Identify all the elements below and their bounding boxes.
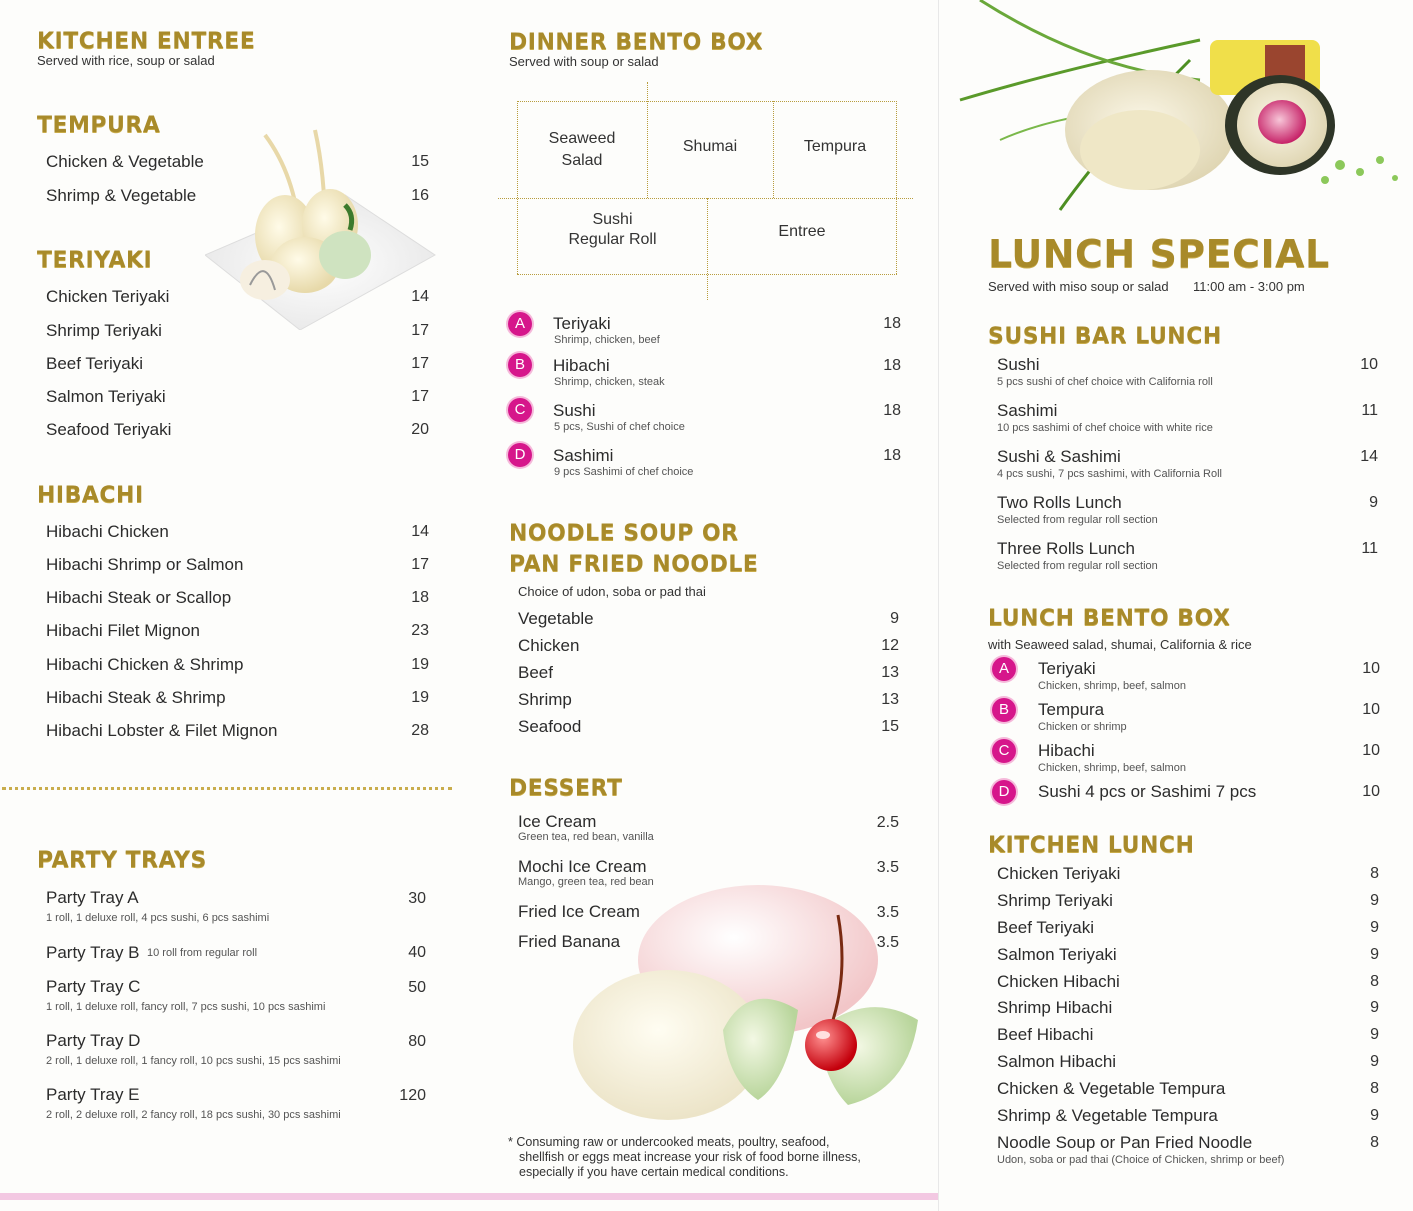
lunch-special-hours: 11:00 am - 3:00 pm [1193, 279, 1305, 294]
option-badge: B [508, 353, 532, 377]
bento-grid-line [707, 198, 708, 300]
hibachi-item: Hibachi Lobster & Filet Mignon [46, 721, 278, 740]
lunch-bento-price: 10 [1362, 660, 1380, 677]
dinner-bento-desc: Shrimp, chicken, beef [554, 334, 660, 346]
hibachi-price: 14 [411, 523, 429, 540]
kitchen-lunch-price: 8 [1370, 865, 1379, 882]
party-tray-price: 50 [408, 979, 426, 996]
hibachi-item: Hibachi Shrimp or Salmon [46, 555, 244, 574]
dinner-bento-title: DINNER BENTO BOX [509, 30, 764, 55]
kitchen-lunch-price: 9 [1370, 999, 1379, 1016]
dessert-item: Fried Ice Cream [518, 902, 640, 921]
teriyaki-item: Salmon Teriyaki [46, 387, 166, 406]
dessert-price: 2.5 [876, 814, 899, 831]
dinner-bento-desc: Shrimp, chicken, steak [554, 376, 665, 388]
sushi-bar-desc: Selected from regular roll section [997, 514, 1158, 526]
hibachi-price: 19 [411, 689, 429, 706]
kitchen-lunch-item: Shrimp & Vegetable Tempura [997, 1106, 1218, 1125]
noodle-item: Vegetable [518, 609, 594, 628]
noodle-price: 13 [881, 691, 899, 708]
dinner-bento-item: Hibachi [553, 356, 610, 375]
option-badge: B [992, 698, 1016, 722]
kitchen-lunch-price: 9 [1370, 892, 1379, 909]
option-badge: C [508, 398, 532, 422]
noodle-title-line1: NOODLE SOUP OR [509, 521, 739, 546]
kitchen-lunch-item: Shrimp Hibachi [997, 998, 1113, 1017]
kitchen-lunch-desc: Udon, soba or pad thai (Choice of Chicken, shrimp or beef) [997, 1154, 1285, 1166]
lunch-bento-desc: Chicken, shrimp, beef, salmon [1038, 762, 1186, 774]
option-badge: A [992, 657, 1016, 681]
tempura-title: TEMPURA [37, 113, 161, 138]
teriyaki-price: 17 [411, 388, 429, 405]
party-tray-desc: 10 roll from regular roll [147, 947, 258, 959]
dinner-bento-desc: 9 pcs Sashimi of chef choice [554, 466, 694, 478]
tempura-item: Chicken & Vegetable [46, 152, 204, 171]
kitchen-lunch-price: 9 [1370, 1107, 1379, 1124]
party-trays-title: PARTY TRAYS [37, 848, 207, 873]
kitchen-entree-subtitle: Served with rice, soup or salad [37, 53, 215, 68]
kitchen-lunch-item: Beef Teriyaki [997, 918, 1095, 937]
tempura-price: 15 [411, 153, 429, 170]
section-divider [2, 787, 452, 790]
kitchen-lunch-price: 8 [1370, 1134, 1379, 1151]
bento-grid-line [498, 198, 913, 199]
party-tray-price: 80 [408, 1033, 426, 1050]
sushi-bar-item: Sushi & Sashimi [997, 447, 1121, 466]
noodle-price: 15 [881, 718, 899, 735]
hibachi-price: 18 [411, 589, 429, 606]
dinner-bento-item: Teriyaki [553, 314, 611, 333]
teriyaki-item: Seafood Teriyaki [46, 420, 172, 439]
kitchen-lunch-price: 9 [1370, 919, 1379, 936]
kitchen-lunch-price: 8 [1370, 1080, 1379, 1097]
sushi-bar-price: 10 [1360, 356, 1378, 373]
party-tray-desc: 2 roll, 2 deluxe roll, 2 fancy roll, 18 pcs sushi, 30 pcs sashimi [46, 1109, 341, 1121]
hibachi-price: 23 [411, 622, 429, 639]
kitchen-lunch-title: KITCHEN LUNCH [988, 833, 1195, 858]
party-tray-item: Party Tray D [46, 1031, 141, 1050]
sushi-bar-item: Two Rolls Lunch [997, 493, 1122, 512]
dessert-price: 3.5 [876, 934, 899, 951]
option-badge: C [992, 739, 1016, 763]
dinner-bento-item: Sashimi [553, 446, 614, 465]
tempura-price: 16 [411, 187, 429, 204]
lunch-bento-desc: Chicken, shrimp, beef, salmon [1038, 680, 1186, 692]
option-badge: A [508, 312, 532, 336]
sushi-bar-lunch-title: SUSHI BAR LUNCH [988, 324, 1222, 349]
dessert-item: Fried Banana [518, 932, 621, 951]
kitchen-lunch-price: 9 [1370, 946, 1379, 963]
bento-cell-shumai: Shumai [682, 138, 738, 155]
kitchen-lunch-item: Beef Hibachi [997, 1025, 1094, 1044]
lunch-special-title: LUNCH SPECIAL [988, 232, 1330, 276]
disclaimer-line: shellfish or eggs meat increase your risk of food borne illness, [519, 1150, 861, 1164]
kitchen-lunch-item: Noodle Soup or Pan Fried Noodle [997, 1133, 1253, 1152]
dinner-bento-desc: 5 pcs, Sushi of chef choice [554, 421, 685, 433]
noodle-price: 9 [890, 610, 899, 627]
sushi-bar-desc: 4 pcs sushi, 7 pcs sashimi, with California Roll [997, 468, 1222, 480]
bento-cell-tempura: Tempura [803, 138, 867, 155]
party-tray-price: 120 [399, 1087, 426, 1104]
noodle-price: 12 [881, 637, 899, 654]
noodle-item: Seafood [518, 717, 582, 736]
kitchen-lunch-item: Salmon Hibachi [997, 1052, 1117, 1071]
sushi-bar-item: Sashimi [997, 401, 1058, 420]
sushi-bar-price: 14 [1360, 448, 1378, 465]
kitchen-lunch-item: Salmon Teriyaki [997, 945, 1117, 964]
teriyaki-price: 20 [411, 421, 429, 438]
kitchen-lunch-item: Chicken Hibachi [997, 972, 1120, 991]
kitchen-lunch-item: Chicken & Vegetable Tempura [997, 1079, 1226, 1098]
lunch-bento-title: LUNCH BENTO BOX [988, 606, 1231, 631]
hibachi-price: 19 [411, 656, 429, 673]
teriyaki-price: 17 [411, 322, 429, 339]
party-tray-price: 40 [408, 944, 426, 961]
dessert-price: 3.5 [876, 859, 899, 876]
bento-cell-sushi-roll: Sushi Regular Roll [568, 211, 657, 248]
sushi-bar-item: Three Rolls Lunch [997, 539, 1135, 558]
noodle-item: Shrimp [518, 690, 572, 709]
lunch-bento-desc: Chicken or shrimp [1038, 721, 1127, 733]
bento-cell-seaweed: Seaweed Salad [548, 130, 616, 169]
noodle-subtitle: Choice of udon, soba or pad thai [518, 584, 706, 599]
hibachi-item: Hibachi Steak & Shrimp [46, 688, 226, 707]
lunch-bento-item: Hibachi [1038, 741, 1095, 760]
dessert-title: DESSERT [509, 776, 623, 801]
sushi-bar-price: 11 [1361, 402, 1378, 419]
dinner-bento-price: 18 [883, 447, 901, 464]
sushi-bar-price: 11 [1361, 540, 1378, 557]
disclaimer-line: especially if you have certain medical conditions. [519, 1165, 789, 1179]
dessert-item: Mochi Ice Cream [518, 857, 647, 876]
kitchen-lunch-item: Shrimp Teriyaki [997, 891, 1113, 910]
dinner-bento-item: Sushi [553, 401, 596, 420]
party-tray-item: Party Tray E [46, 1085, 140, 1104]
bento-grid-line [896, 101, 897, 274]
teriyaki-item: Shrimp Teriyaki [46, 321, 162, 340]
party-tray-desc: 2 roll, 1 deluxe roll, 1 fancy roll, 10 pcs sushi, 15 pcs sashimi [46, 1055, 341, 1067]
pink-bottom-band [0, 1193, 938, 1200]
sushi-bar-desc: 10 pcs sashimi of chef choice with white rice [997, 422, 1213, 434]
party-tray-price: 30 [408, 890, 426, 907]
lunch-special-subtitle: Served with miso soup or salad [988, 279, 1169, 294]
party-tray-item: Party Tray A [46, 888, 139, 907]
noodle-price: 13 [881, 664, 899, 681]
hibachi-item: Hibachi Steak or Scallop [46, 588, 232, 607]
option-badge: D [508, 443, 532, 467]
dessert-price: 3.5 [876, 904, 899, 921]
hibachi-item: Hibachi Filet Mignon [46, 621, 201, 640]
hibachi-title: HIBACHI [37, 483, 144, 508]
noodle-title-line2: PAN FRIED NOODLE [509, 552, 759, 577]
bento-grid-line [517, 101, 897, 102]
kitchen-lunch-price: 9 [1370, 1026, 1379, 1043]
kitchen-lunch-item: Chicken Teriyaki [997, 864, 1121, 883]
teriyaki-price: 14 [411, 288, 429, 305]
hibachi-item: Hibachi Chicken & Shrimp [46, 655, 244, 674]
party-tray-desc: 1 roll, 1 deluxe roll, fancy roll, 7 pcs sushi, 10 pcs sashimi [46, 1001, 326, 1013]
party-tray-item: Party Tray B [46, 943, 140, 962]
lunch-bento-item: Tempura [1038, 700, 1105, 719]
sushi-bar-price: 9 [1369, 494, 1378, 511]
hibachi-item: Hibachi Chicken [46, 522, 169, 541]
dessert-item: Ice Cream [518, 812, 597, 831]
kitchen-entree-title: KITCHEN ENTREE [37, 29, 256, 54]
bento-cell-entree: Entree [778, 223, 826, 240]
dinner-bento-price: 18 [883, 315, 901, 332]
noodle-item: Chicken [518, 636, 580, 655]
teriyaki-price: 17 [411, 355, 429, 372]
party-tray-desc: 1 roll, 1 deluxe roll, 4 pcs sushi, 6 pcs sashimi [46, 912, 270, 924]
lunch-bento-price: 10 [1362, 742, 1380, 759]
lunch-bento-subtitle: with Seaweed salad, shumai, California & rice [988, 637, 1252, 652]
sushi-bar-item: Sushi [997, 355, 1040, 374]
teriyaki-item: Chicken Teriyaki [46, 287, 170, 306]
lunch-bento-item: Sushi 4 pcs or Sashimi 7 pcs [1038, 782, 1257, 801]
kitchen-lunch-price: 9 [1370, 1053, 1379, 1070]
sushi-roll-photo [940, 0, 1413, 215]
hibachi-price: 17 [411, 556, 429, 573]
lunch-bento-price: 10 [1362, 783, 1380, 800]
sushi-bar-desc: 5 pcs sushi of chef choice with California roll [997, 376, 1213, 388]
dessert-desc: Green tea, red bean, vanilla [518, 831, 654, 843]
dessert-desc: Mango, green tea, red bean [518, 876, 654, 888]
teriyaki-title: TERIYAKI [37, 248, 153, 273]
dinner-bento-subtitle: Served with soup or salad [509, 54, 659, 69]
dinner-bento-price: 18 [883, 357, 901, 374]
teriyaki-item: Beef Teriyaki [46, 354, 144, 373]
tempura-item: Shrimp & Vegetable [46, 186, 197, 205]
party-tray-item: Party Tray C [46, 977, 141, 996]
panel-divider [938, 0, 939, 1211]
noodle-item: Beef [518, 663, 553, 682]
option-badge: D [992, 780, 1016, 804]
sushi-bar-desc: Selected from regular roll section [997, 560, 1158, 572]
hibachi-price: 28 [411, 722, 429, 739]
dinner-bento-price: 18 [883, 402, 901, 419]
disclaimer-line: * Consuming raw or undercooked meats, poultry, seafood, [508, 1135, 830, 1149]
kitchen-lunch-price: 8 [1370, 973, 1379, 990]
lunch-bento-item: Teriyaki [1038, 659, 1096, 678]
lunch-bento-price: 10 [1362, 701, 1380, 718]
